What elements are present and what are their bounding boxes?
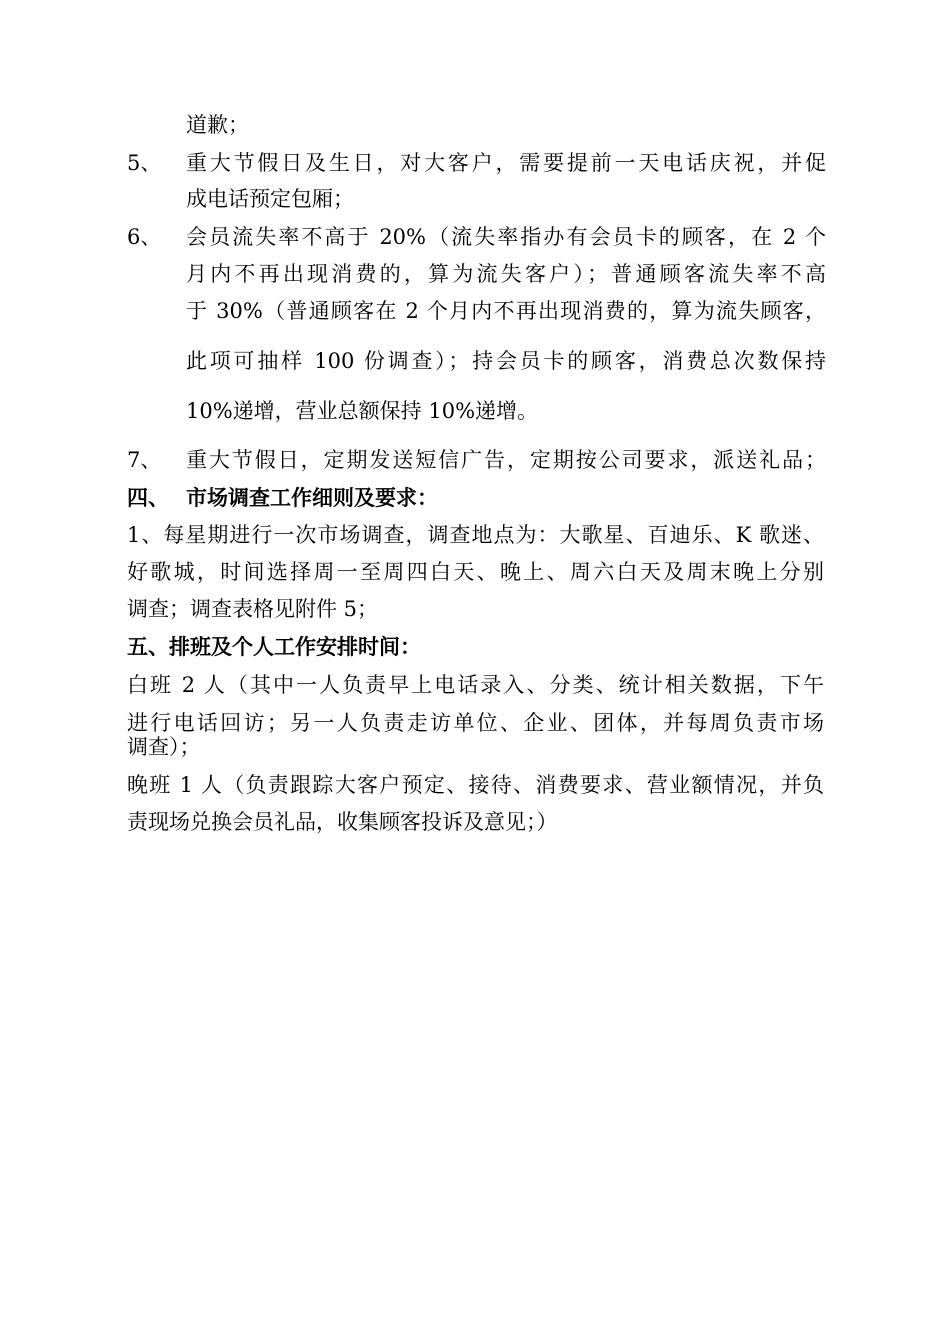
day-shift-text-2: 进行电话回访；另一人负责走访单位、企业、团体，并每周负责市场	[127, 711, 824, 735]
night-shift-text-1: 晚班 1 人（负责跟踪大客户预定、接待、消费要求、营业额情况，并负	[127, 773, 824, 797]
item-7-number: 7、	[127, 448, 162, 472]
item-6-number: 6、	[127, 225, 162, 249]
section-4-text-1: 1、每星期进行一次市场调查，调查地点为：大歌星、百迪乐、K 歌迷、	[127, 523, 824, 547]
section-4-heading-number: 四、	[127, 485, 169, 510]
item-5-number: 5、	[127, 151, 162, 175]
item-5-text-2: 成电话预定包厢；	[186, 187, 354, 211]
night-shift-text-2: 责现场兑换会员礼品，收集顾客投诉及意见；）	[127, 810, 558, 834]
section-4-text-3: 调查；调查表格见附件 5；	[127, 597, 379, 621]
item-6-text-5: 10%递增，营业总额保持 10%递增。	[186, 399, 539, 423]
item-6-text-2: 月内不再出现消费的，算为流失客户）；普通顾客流失率不高	[186, 262, 826, 286]
item-6-text-4: 此项可抽样 100 份调查）；持会员卡的顾客，消费总次数保持	[186, 349, 826, 373]
item-6-text-1: 会员流失率不高于 20%（流失率指办有会员卡的顾客，在 2 个	[186, 225, 826, 249]
day-shift-text-3: 调查）；	[127, 735, 201, 759]
section-5-heading-text: 五、排班及个人工作安排时间：	[127, 634, 421, 659]
section-4-heading-text: 市场调查工作细则及要求：	[186, 485, 438, 510]
day-shift-text-1: 白班 2 人（其中一人负责早上电话录入、分类、统计相关数据，下午	[127, 673, 824, 697]
item-4-tail-text: 道歉；	[186, 113, 249, 137]
item-7-text: 重大节假日，定期发送短信广告，定期按公司要求，派送礼品；	[186, 448, 826, 472]
section-4-text-2: 好歌城，时间选择周一至周四白天、晚上、周六白天及周末晚上分别	[127, 560, 824, 584]
item-6-text-3: 于 30%（普通顾客在 2 个月内不再出现消费的，算为流失顾客，	[186, 299, 826, 323]
item-5-text-1: 重大节假日及生日，对大客户，需要提前一天电话庆祝，并促	[186, 151, 826, 175]
